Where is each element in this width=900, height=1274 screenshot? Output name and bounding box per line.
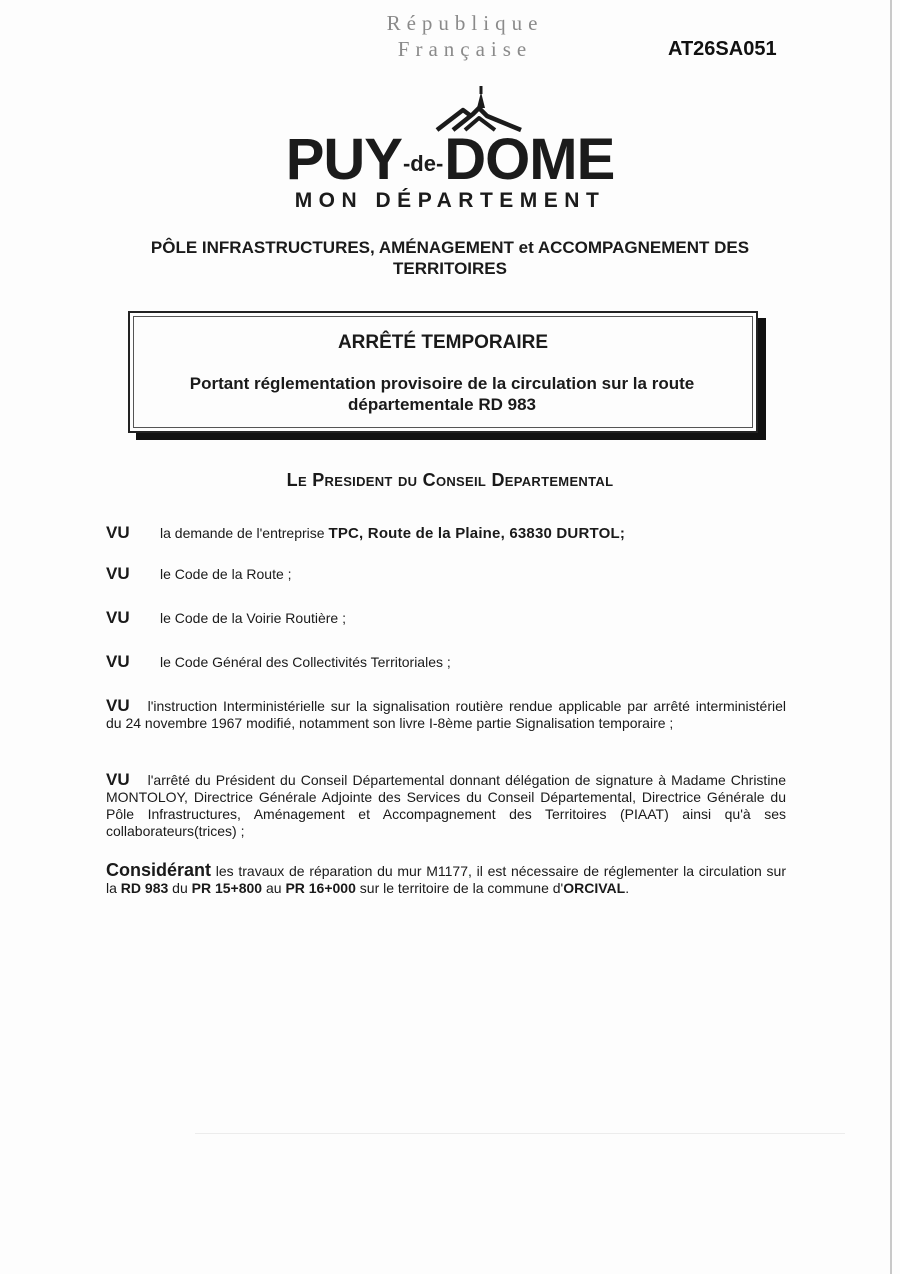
- road-number: RD 983: [120, 880, 169, 896]
- vu-text: l'instruction Interministérielle sur la signalisation routière rendue applicable par arrêté interministériel du 24 novembre 1967 modifié, notamment son livre I-8ème partie Signalisation temporaire ;: [106, 698, 786, 731]
- vu-item-cgct: [106, 653, 786, 671]
- reference-code: AT26SA051: [668, 38, 777, 60]
- republique-line1: République: [386, 11, 544, 35]
- logo-subtitle: MON DÉPARTEMENT: [294, 189, 606, 212]
- pr-end: PR 16+000: [285, 880, 356, 896]
- company-name: TPC, Route de la Plaine, 63830 DURTOL: [328, 525, 620, 542]
- vu-label: VU: [106, 564, 130, 583]
- vu-item-code-route: [106, 565, 786, 583]
- considerant-text3: au: [265, 880, 282, 896]
- vu-item-request: [106, 524, 786, 542]
- vu-label: VU: [106, 652, 130, 671]
- logo-dome: DOME: [444, 127, 615, 192]
- pole-heading: PÔLE INFRASTRUCTURES, AMÉNAGEMENT et ACCOMPAGNEMENT DES TERRITOIRES: [150, 238, 750, 278]
- vu-item-delegation: [106, 771, 786, 840]
- vu-text: le Code de la Route ;: [160, 566, 292, 582]
- commune-name: ORCIVAL: [563, 880, 626, 896]
- vu-text: la demande de l'entreprise: [160, 525, 325, 541]
- department-logo: [285, 86, 615, 216]
- republique-line2: Française: [397, 37, 533, 61]
- logo-de: -de-: [402, 151, 444, 176]
- vu-end: ;: [619, 525, 626, 542]
- faint-line: [195, 1133, 845, 1134]
- logo-puy: PUY: [285, 127, 402, 192]
- arrete-box: [128, 311, 758, 433]
- vu-label: VU: [106, 696, 130, 715]
- vu-item-instruction: [106, 697, 786, 732]
- vu-label: VU: [106, 608, 130, 627]
- vu-label: VU: [106, 770, 130, 789]
- scan-edge: [890, 0, 892, 1274]
- vu-text: le Code de la Voirie Routière ;: [160, 610, 346, 626]
- considerant-text4: sur le territoire de la commune d': [359, 880, 564, 896]
- arrete-title: ARRÊTÉ TEMPORAIRE: [337, 332, 549, 353]
- considerant-paragraph: [106, 862, 786, 897]
- logo-title: [285, 127, 615, 194]
- considerant-lead: Considérant: [106, 860, 212, 880]
- vu-label: VU: [106, 523, 130, 542]
- considerant-text2: du: [172, 880, 188, 896]
- considerant-text5: .: [625, 880, 630, 896]
- arrete-subtitle: Portant réglementation provisoire de la circulation sur la route départementale RD 983: [189, 374, 695, 414]
- vu-text: le Code Général des Collectivités Territoriales ;: [160, 654, 451, 670]
- vu-text: l'arrêté du Président du Conseil Départemental donnant délégation de signature à Madame Christine MONTOLOY, Directrice Générale Adjointe des Services du Conseil Départemental, Directrice Générale du Pôle Infrastructures, Aménagement et Accompagnement des Territoires (PIAAT) ainsi qu'à ses collaborateurs(trices) ;: [106, 772, 786, 839]
- pr-start: PR 15+800: [191, 880, 263, 896]
- republique-francaise: [360, 10, 570, 62]
- president-heading: Le President du Conseil Departemental: [286, 470, 614, 490]
- vu-item-code-voirie: [106, 609, 786, 627]
- considerant-text1: les travaux de réparation du mur M1177, il est nécessaire de réglementer la circulation sur la: [106, 863, 786, 896]
